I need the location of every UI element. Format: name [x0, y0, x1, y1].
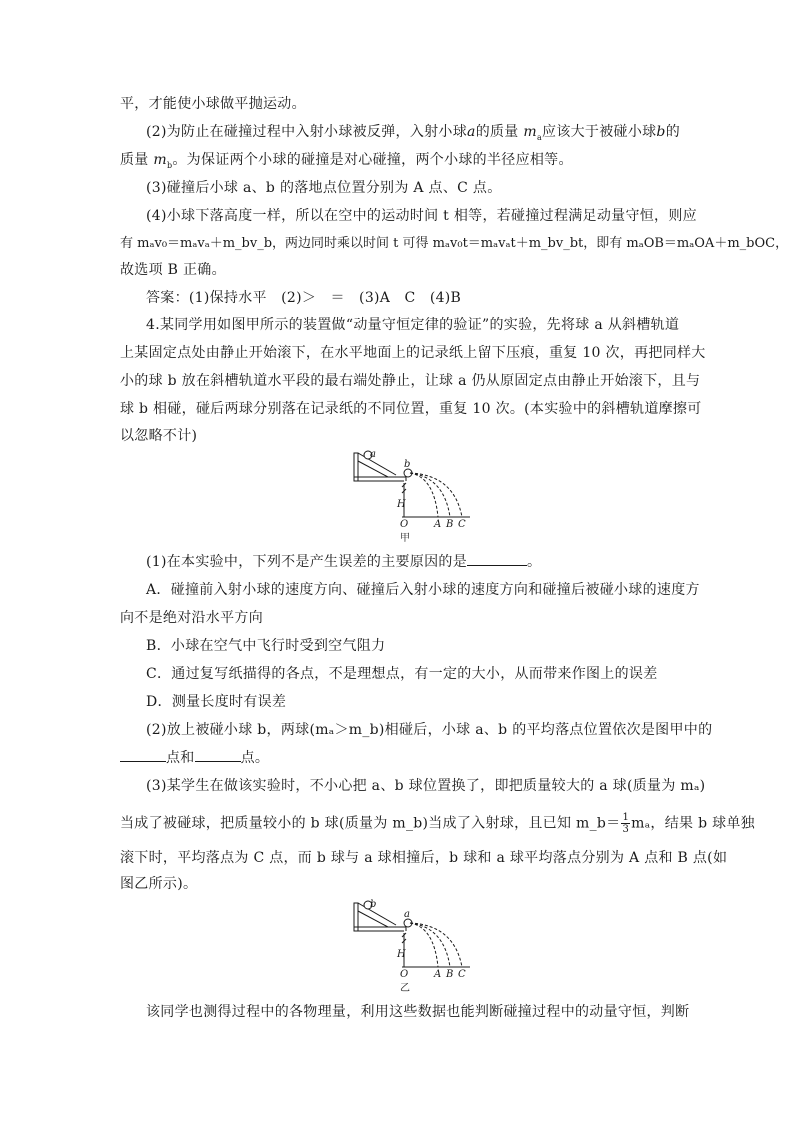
paragraph-line: (2)为防止在碰撞过程中入射小球被反弹，入射小球a的质量 $m_a$应该大于被碰小球b的	[146, 124, 680, 142]
ball-a-label: a	[404, 909, 410, 920]
option-a-line: A．碰撞前入射小球的速度方向、碰撞后入射小球的速度方向和碰撞后被碰小球的速度方	[146, 582, 700, 598]
text: (2)为防止在碰撞过程中入射小球被反弹，入射小球	[146, 124, 468, 140]
paragraph-line: (3)碰撞后小球 a、b 的落地点位置分别为 A 点、C 点。	[146, 180, 502, 196]
fraction-denominator: 3	[622, 824, 630, 835]
paragraph-line: 质量 $m_b$。为保证两个小球的碰撞是对心碰撞，两个小球的半径应相等。	[120, 152, 573, 170]
point-a-label: A	[434, 969, 442, 980]
option-d: D．测量长度时有误差	[146, 694, 287, 710]
question-line: 4.某同学用如图甲所示的装置做“动量守恒定律的验证”的实验，先将球 a 从斜槽轨道	[146, 317, 680, 333]
point-a-label: A	[434, 519, 442, 530]
ball-a-label: a	[370, 449, 376, 460]
var: m	[153, 152, 167, 168]
point-o-label: O	[400, 969, 409, 980]
answer-blank[interactable]	[195, 761, 241, 762]
var: m	[523, 124, 537, 140]
fraction	[621, 812, 630, 835]
text: 点。	[240, 750, 270, 766]
answer-line: 答案：(1)保持水平 (2)＞ ＝ (3)A C (4)B	[146, 290, 462, 306]
point-c-label: C	[458, 519, 466, 530]
option-c: C．通过复写纸描得的各点，不是理想点，有一定的大小，从而带来作图上的误差	[146, 666, 658, 682]
paragraph-line: (4)小球下落高度一样，所以在空中的运动时间 t 相等，若碰撞过程满足动量守恒，则应	[146, 208, 697, 224]
subquestion-line	[146, 553, 706, 571]
paragraph-line: 故选项 B 正确。	[120, 262, 226, 278]
subquestion-line	[120, 749, 680, 767]
subquestion-line: (3)某学生在做该实验时，不小心把 a、b 球位置换了，即把质量较大的 a 球(质量为 mₐ)	[146, 778, 706, 794]
figure-caption: 甲	[400, 533, 410, 544]
ball-b-label: b	[404, 459, 411, 470]
question-line: 上某固定点处由静止开始滚下，在水平地面上的记录纸上留下压痕，重复 10 次，再把同样大	[120, 345, 706, 361]
option-a-line: 向不是绝对沿水平方向	[120, 610, 263, 626]
point-o-label: O	[400, 519, 409, 530]
text: 的质量	[475, 124, 519, 140]
ball-b-label: b	[370, 899, 377, 910]
paragraph-line: 该同学也测得过程中的各物理量，利用这些数据也能判断碰撞过程中的动量守恒，判断	[146, 1004, 690, 1020]
text: 当成了被碰球，把质量较小的 b 球(质量为 m_b)当成了入射球，且已知 m_b＝	[120, 815, 621, 832]
question-line: 小的球 b 放在斜槽轨道水平段的最右端处静止，让球 a 仍从原固定点由静止开始滚下，且与	[120, 373, 701, 389]
apparatus-figure-jia	[346, 447, 476, 547]
question-line: 球 b 相碰，碰后两球分别落在记录纸的不同位置，重复 10 次。(本实验中的斜槽轨道摩擦可	[120, 401, 702, 417]
subquestion-line: 图乙所示)。	[120, 876, 198, 892]
option-b: B．小球在空气中飞行时受到空气阻力	[146, 638, 386, 654]
answer-blank[interactable]	[467, 565, 527, 566]
point-b-label: B	[446, 519, 454, 530]
subquestion-line: 滚下时，平均落点为 C 点，而 b 球与 a 球相撞后，b 球和 a 球平均落点分别为 A 点和 B 点(如	[120, 850, 728, 866]
text: 的	[665, 124, 680, 140]
var: a	[467, 124, 476, 140]
apparatus-figure-yi	[346, 897, 476, 997]
height-label: H	[397, 949, 406, 960]
text: 点和	[166, 750, 195, 766]
text: mₐ，结果 b 球单独	[631, 815, 755, 832]
height-label: H	[397, 499, 406, 510]
text: 。	[527, 554, 542, 570]
subquestion-line: (2)放上被碰小球 b，两球(mₐ＞m_b)相碰后，小球 a、b 的平均落点位置依次是图甲中的	[146, 722, 713, 738]
question-line: 以忽略不计)	[120, 428, 198, 444]
paragraph-line: 有 mₐv₀＝mₐvₐ＋m_bv_b，两边同时乘以时间 t 可得 mₐv₀t＝mₐvₐt＋m_bv_bt，即有 mₐOB＝mₐOA＋m_bOC，	[120, 236, 789, 251]
text: (1)在本实验中，下列不是产生误差的主要原因的是	[146, 554, 468, 570]
fraction-numerator: 1	[622, 812, 630, 823]
paragraph-line: 平，才能使小球做平抛运动。	[120, 96, 306, 112]
text: 质量	[120, 152, 149, 168]
text: 应该大于被碰小球	[542, 124, 657, 140]
figure-caption: 乙	[400, 983, 410, 994]
point-c-label: C	[458, 969, 466, 980]
text: 。为保证两个小球的碰撞是对心碰撞，两个小球的半径应相等。	[172, 152, 573, 168]
point-b-label: B	[446, 969, 454, 980]
subquestion-line	[120, 812, 755, 835]
answer-blank[interactable]	[120, 761, 166, 762]
var: b	[656, 124, 666, 140]
